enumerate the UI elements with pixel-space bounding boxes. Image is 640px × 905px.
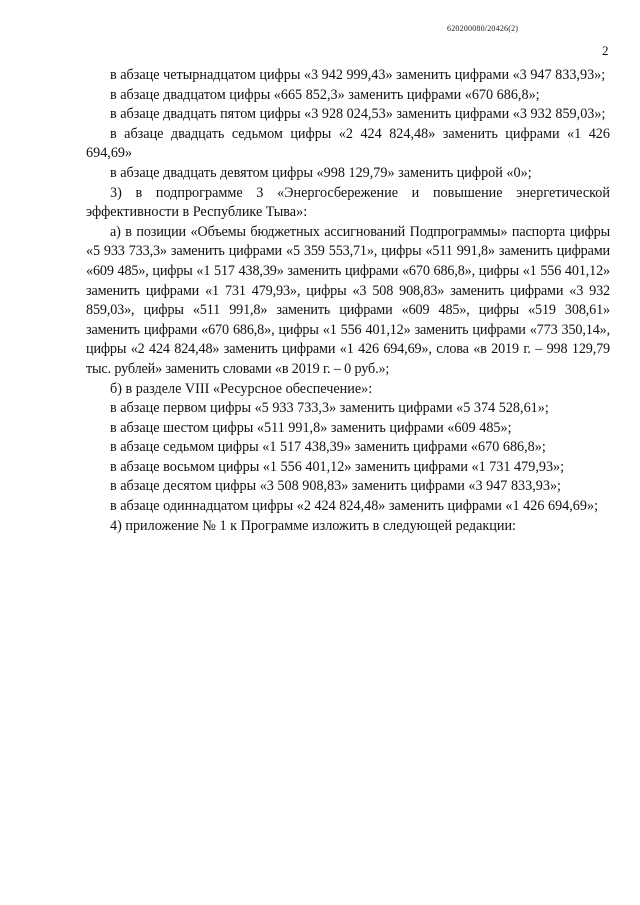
paragraph-1: в абзаце четырнадцатом цифры «3 942 999,43» заменить цифрами «3 947 833,93»; — [110, 67, 606, 83]
paragraph-9: в абзаце первом цифры «5 933 733,3» заменить цифрами «5 374 528,61»; — [110, 400, 549, 417]
paragraph-3: в абзаце двадцать пятом цифры «3 928 024,53» заменить цифрами «3 932 859,03»; — [110, 106, 606, 123]
page-number: 2 — [602, 43, 609, 58]
paragraph-15: 4) приложение № 1 к Программе изложить в следующей редакции: — [110, 517, 516, 534]
document-id: 620200080/20426(2) — [447, 24, 519, 33]
paragraph-6: 3) в подпрограмме 3 «Энергосбережение и повышение энергетической эффективности в Республике Тыва»: — [86, 184, 610, 221]
paragraph-11: в абзаце седьмом цифры «1 517 438,39» заменить цифрами «670 686,8»; — [110, 439, 546, 456]
paragraph-13: в абзаце десятом цифры «3 508 908,83» заменить цифрами «3 947 833,93»; — [110, 478, 562, 495]
paragraph-2: в абзаце двадцатом цифры «665 852,3» заменить цифрами «670 686,8»; — [110, 86, 540, 103]
paragraph-12: в абзаце восьмом цифры «1 556 401,12» заменить цифрами «1 731 479,93»; — [110, 458, 565, 475]
paragraph-8: б) в разделе VIII «Ресурсное обеспечение»: — [110, 380, 373, 397]
paragraph-4: в абзаце двадцать седьмом цифры «2 424 824,48» заменить цифрами «1 426 694,69» — [86, 125, 610, 162]
document-body — [86, 66, 610, 536]
paragraph-7: а) в позиции «Объемы бюджетных ассигнований Подпрограммы» паспорта цифры «5 933 733,3» заменить цифрами «5 359 553,71», цифры «511 991,8» заменить цифрами «609 485», цифры «1 517 438,39» заменить цифрами «670 686,8», цифры «1 556 401,12» заменить цифрами «1 731 479,93», цифры «3 508 908,83» заменить цифрами «3 932 859,03», цифры «511 991,8» заменить цифрами «609 485», цифры «519 308,61» заменить цифрами «670 686,8», цифры «1 556 401,12» заменить цифрами «773 350,14», цифры «2 424 824,48» заменить цифрами «1 426 694,69», слова «в 2019 г. – 998 129,79 тыс. рублей» заменить словами «в 2019 г. – 0 руб.»; — [86, 223, 610, 377]
paragraph-14: в абзаце одиннадцатом цифры «2 424 824,48» заменить цифрами «1 426 694,69»; — [110, 498, 599, 515]
paragraph-5: в абзаце двадцать девятом цифры «998 129,79» заменить цифрой «0»; — [110, 164, 532, 181]
paragraph-10: в абзаце шестом цифры «511 991,8» заменить цифрами «609 485»; — [110, 419, 512, 436]
